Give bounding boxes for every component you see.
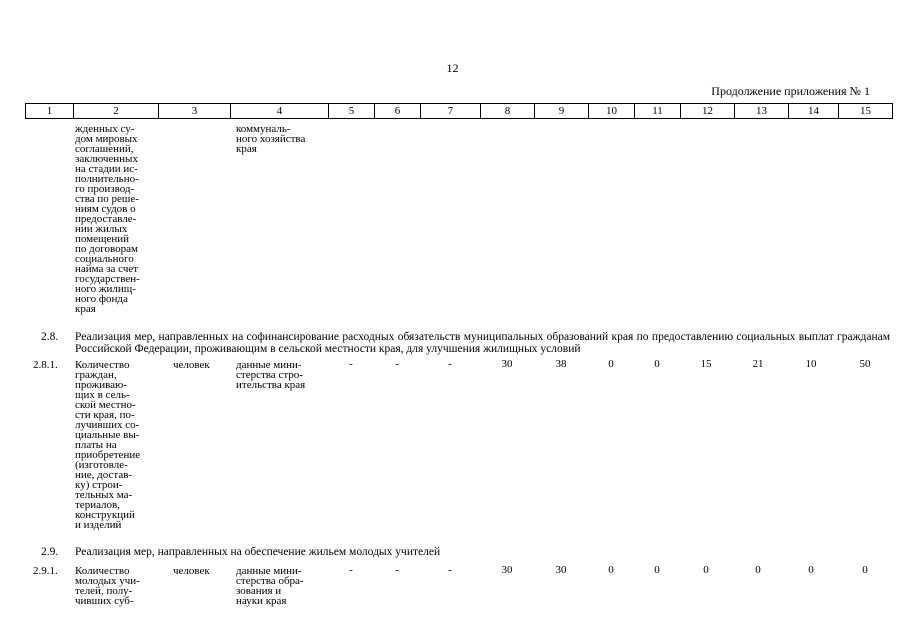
col-header: 14	[789, 104, 839, 119]
row-2-9-1-value: 0	[808, 564, 814, 576]
row-2-9-1-value: -	[349, 564, 353, 576]
continuation-label: Продолжение приложения № 1	[711, 84, 870, 98]
section-2-9-number: 2.9.	[41, 546, 59, 558]
col-header: 9	[535, 104, 589, 119]
row-2-9-1-data-source: данные мини- стерства обра- зования и науки края	[236, 565, 304, 607]
row-2-8-1-value: 21	[752, 358, 764, 370]
row-2-8-1-unit: человек	[173, 359, 210, 371]
row-2-9-1-value: 30	[555, 564, 567, 576]
col-header: 15	[839, 104, 893, 119]
col-header: 10	[589, 104, 635, 119]
row-2-9-1-indicator-name: Количество молодых учи- телей, полу- чивших суб-	[75, 565, 140, 607]
col-header: 11	[635, 104, 681, 119]
row-2-8-1-value: -	[349, 358, 353, 370]
col-header: 6	[375, 104, 421, 119]
row-2-9-1-unit: человек	[173, 565, 210, 577]
col-header: 13	[735, 104, 789, 119]
col-header: 12	[681, 104, 735, 119]
row-2-8-1-indicator-name: Количество граждан, проживаю- щих в сель- ской местно- сти края, по- лучивших со- циальные вы- платы на приобретение (изготовле- ние, достав- ку) строи- тельных ма- териалов, конструкций и изделий	[75, 359, 141, 531]
row-2-9-1-value: 0	[654, 564, 660, 576]
row-2-9-1-value: 0	[703, 564, 709, 576]
row-2-8-1-data-source: данные мини- стерства стро- ительства края	[236, 359, 306, 391]
row-2-9-1-value: -	[395, 564, 399, 576]
row-2-8-1-value: 50	[859, 358, 871, 370]
section-2-9-title: Реализация мер, направленных на обеспечение жильем молодых учителей	[75, 546, 441, 558]
col-header: 7	[421, 104, 481, 119]
row-2-9-1-value: 0	[755, 564, 761, 576]
row-2-8-1-value: 0	[608, 358, 614, 370]
row-2-8-1-value: 15	[700, 358, 712, 370]
row-2-8-1-number: 2.8.1.	[33, 359, 58, 371]
col-header: 2	[74, 104, 159, 119]
page-number: 12	[446, 61, 459, 75]
row-2-9-1-number: 2.9.1.	[33, 565, 58, 577]
row-2-8-1-value: 38	[555, 358, 567, 370]
row-2-8-1-value: 0	[654, 358, 660, 370]
row-2-8-1-value: -	[395, 358, 399, 370]
col-header: 5	[329, 104, 375, 119]
row0-data-source: коммуналь- ного хозяйства края	[236, 123, 306, 155]
column-number-row	[26, 104, 893, 119]
row-2-9-1-value: -	[448, 564, 452, 576]
row-2-9-1-value: 0	[862, 564, 868, 576]
col-header: 4	[231, 104, 329, 119]
row-2-8-1-value: -	[448, 358, 452, 370]
col-header: 3	[159, 104, 231, 119]
row-2-8-1-value: 10	[805, 358, 817, 370]
col-header: 8	[481, 104, 535, 119]
row-2-8-1-value: 30	[501, 358, 513, 370]
column-header-table	[25, 103, 893, 119]
section-2-8-title: Реализация мер, направленных на софинансирование расходных обязательств муниципальных образований края по предоставлению социальных выплат гражданам Российской Федерации, проживающим в сельской местности края, для улучшения жилищных условий	[75, 331, 890, 355]
row0-indicator-name: жденных су- дом мировых соглашений, заключенных на стадии ис- полнительно- го производ- ства по реше- ниям судов о предоставле- нии жилых помещений по договорам социального найма за счет государствен- ного жилищ- ного фонда края	[75, 123, 140, 315]
section-2-8-number: 2.8.	[41, 331, 59, 343]
row-2-9-1-value: 0	[608, 564, 614, 576]
col-header: 1	[26, 104, 74, 119]
row-2-9-1-value: 30	[501, 564, 513, 576]
